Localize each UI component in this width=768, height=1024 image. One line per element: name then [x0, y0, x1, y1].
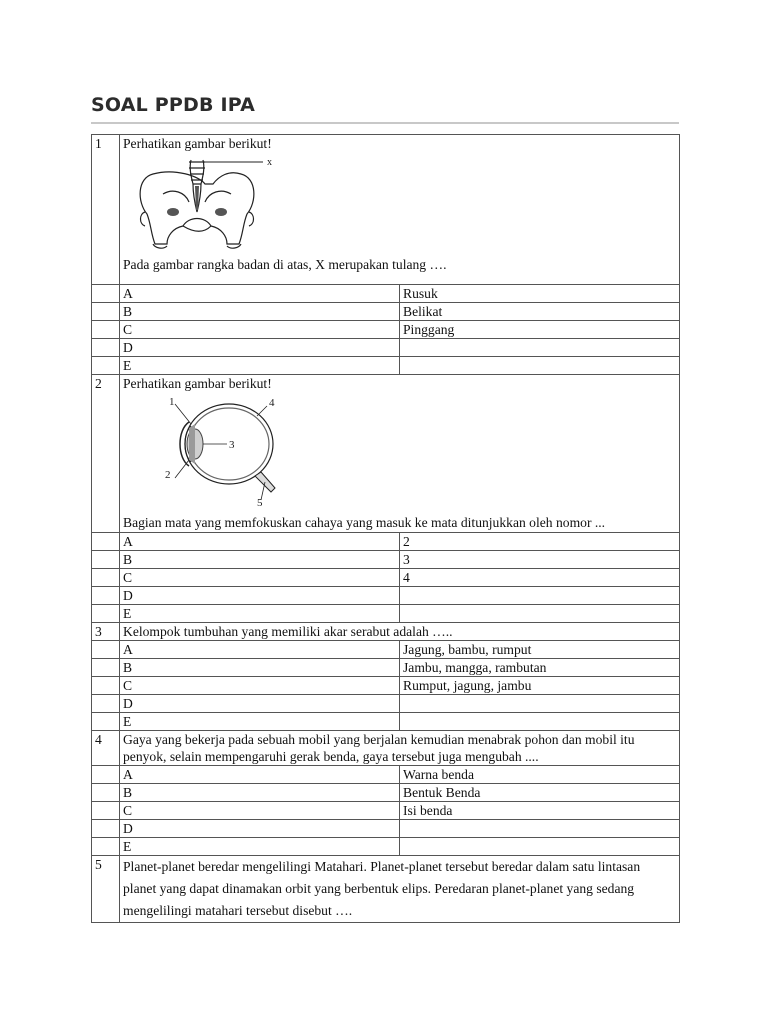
option-row	[92, 659, 680, 677]
option-row	[92, 357, 680, 375]
option-text: 2	[400, 533, 680, 551]
option-letter: C	[120, 321, 400, 339]
question-intro: Perhatikan gambar berikut!	[123, 136, 272, 151]
option-text: Belikat	[400, 303, 680, 321]
option-text	[400, 695, 680, 713]
option-text: Rumput, jagung, jambu	[400, 677, 680, 695]
question-table	[91, 134, 680, 923]
question-number: 3	[92, 623, 120, 641]
option-text: Pinggang	[400, 321, 680, 339]
option-row	[92, 677, 680, 695]
option-letter: A	[120, 533, 400, 551]
option-text	[400, 820, 680, 838]
option-letter: E	[120, 605, 400, 623]
option-text	[400, 357, 680, 375]
question-row	[92, 623, 680, 641]
eye-label-3: 3	[229, 439, 235, 451]
eye-label-4: 4	[269, 397, 275, 409]
option-text	[400, 838, 680, 856]
question-cell	[120, 135, 680, 285]
eye-label-5: 5	[257, 497, 263, 506]
question-stem: Gaya yang bekerja pada sebuah mobil yang berjalan kemudian menabrak pohon dan mobil itu penyok, selain mempengaruhi gerak benda, gaya tersebut juga mengubah ....	[120, 731, 680, 766]
option-row	[92, 713, 680, 731]
question-cell	[120, 375, 680, 533]
question-row	[92, 731, 680, 766]
question-number: 2	[92, 375, 120, 533]
option-row	[92, 820, 680, 838]
option-text: Isi benda	[400, 802, 680, 820]
option-text: Jagung, bambu, rumput	[400, 641, 680, 659]
option-letter: A	[120, 766, 400, 784]
question-row	[92, 135, 680, 285]
option-row	[92, 321, 680, 339]
option-letter: D	[120, 820, 400, 838]
pelvis-icon	[133, 154, 283, 254]
option-letter: A	[120, 641, 400, 659]
option-row	[92, 285, 680, 303]
option-row	[92, 303, 680, 321]
option-row	[92, 641, 680, 659]
option-row	[92, 838, 680, 856]
option-text: Rusuk	[400, 285, 680, 303]
option-letter: E	[120, 357, 400, 375]
question-stem: Planet-planet beredar mengelilingi Matahari. Planet-planet tersebut beredar dalam satu lintasan planet yang dapat dinamakan orbit yang berbentuk elips. Peredaran planet-planet yang sedang mengelilingi matahari tersebut disebut ….	[120, 856, 680, 923]
option-row	[92, 551, 680, 569]
option-row	[92, 533, 680, 551]
option-letter: B	[120, 303, 400, 321]
option-row	[92, 802, 680, 820]
option-letter: D	[120, 339, 400, 357]
question-number: 4	[92, 731, 120, 766]
option-text: 4	[400, 569, 680, 587]
option-letter: C	[120, 802, 400, 820]
question-row	[92, 856, 680, 923]
option-row	[92, 339, 680, 357]
option-text: 3	[400, 551, 680, 569]
eye-label-2: 2	[165, 469, 171, 481]
question-intro: Perhatikan gambar berikut!	[123, 376, 272, 391]
question-stem: Bagian mata yang memfokuskan cahaya yang masuk ke mata ditunjukkan oleh nomor ...	[123, 515, 606, 530]
option-text: Bentuk Benda	[400, 784, 680, 802]
option-text	[400, 713, 680, 731]
question-number: 5	[92, 856, 120, 923]
option-letter: E	[120, 838, 400, 856]
option-row	[92, 766, 680, 784]
option-text	[400, 587, 680, 605]
option-text	[400, 605, 680, 623]
option-letter: C	[120, 569, 400, 587]
option-row	[92, 569, 680, 587]
option-row	[92, 784, 680, 802]
eye-label-1: 1	[169, 396, 175, 408]
option-text	[400, 339, 680, 357]
option-letter: A	[120, 285, 400, 303]
option-letter: B	[120, 784, 400, 802]
option-row	[92, 695, 680, 713]
option-row	[92, 605, 680, 623]
page-title: SOAL PPDB IPA	[91, 94, 256, 116]
question-number: 1	[92, 135, 120, 285]
option-letter: D	[120, 587, 400, 605]
question-stem: Pada gambar rangka badan di atas, X merupakan tulang ….	[123, 257, 447, 272]
option-letter: B	[120, 659, 400, 677]
figure-label-x: x	[267, 157, 272, 168]
question-stem: Kelompok tumbuhan yang memiliki akar serabut adalah …..	[120, 623, 680, 641]
option-text: Warna benda	[400, 766, 680, 784]
option-text: Jambu, mangga, rambutan	[400, 659, 680, 677]
question-row	[92, 375, 680, 533]
eye-icon	[147, 394, 297, 506]
option-letter: E	[120, 713, 400, 731]
title-divider	[91, 122, 679, 124]
option-letter: C	[120, 677, 400, 695]
option-row	[92, 587, 680, 605]
option-letter: B	[120, 551, 400, 569]
option-letter: D	[120, 695, 400, 713]
